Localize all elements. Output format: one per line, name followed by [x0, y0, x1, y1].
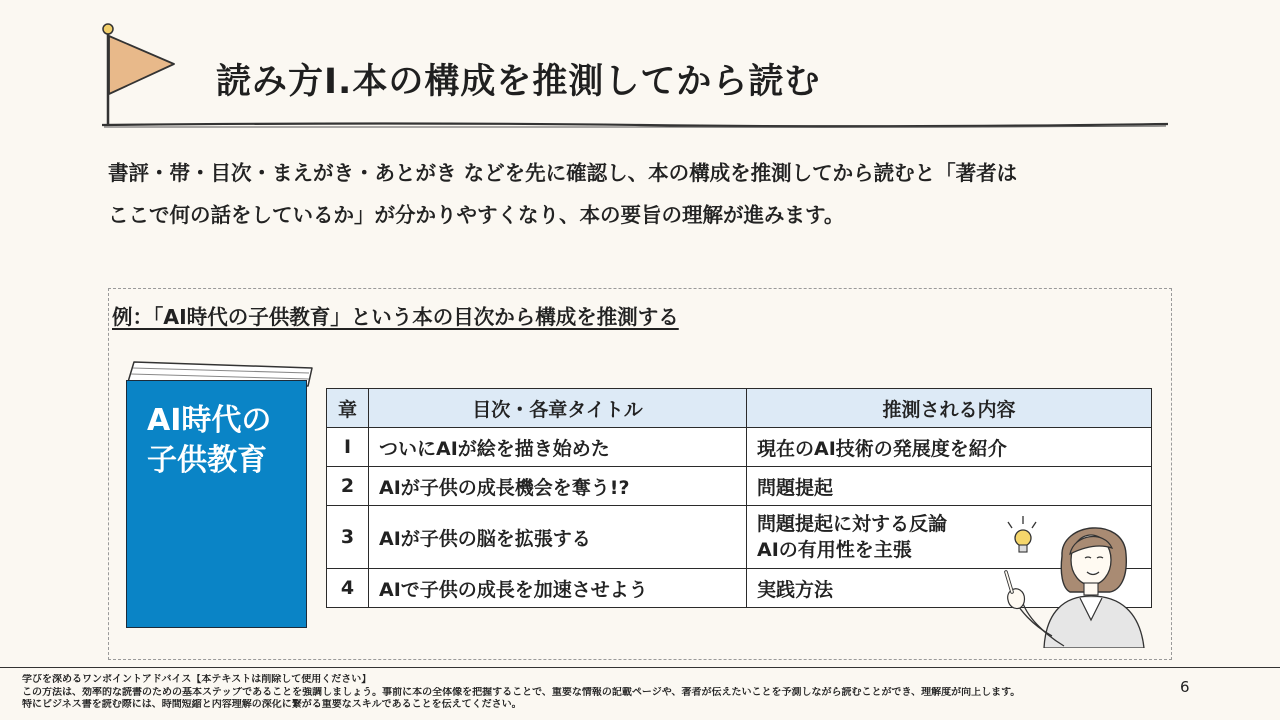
intro-line-2: ここで何の話をしているか」が分かりやすくなり、本の要旨の理解が進みます。	[108, 203, 845, 227]
chapter-title: ついにAIが絵を描き始めた	[369, 428, 747, 467]
book-cover	[126, 380, 307, 628]
chapter-number: 4	[327, 569, 369, 608]
footer-divider	[0, 667, 1280, 668]
table-header-row	[327, 389, 1152, 428]
header-title: 目次・各章タイトル	[369, 389, 747, 428]
speaker-notes	[22, 674, 1162, 712]
chapter-guess: 現在のAI技術の発展度を紹介	[747, 428, 1152, 467]
intro-line-1: 書評・帯・目次・まえがき・あとがき などを先に確認し、本の構成を推測してから読むと「著者は	[108, 161, 1018, 185]
example-heading: 例：「AI時代の子供教育」という本の目次から構成を推測する	[112, 305, 679, 329]
chapter-title: AIが子供の成長機会を奪う!?	[369, 467, 747, 506]
page-title: 読み方Ⅰ.本の構成を推測してから読む	[216, 62, 821, 102]
chapter-guess: 問題提起	[747, 467, 1152, 506]
chapter-title: AIで子供の成長を加速させよう	[369, 569, 747, 608]
book-illustration	[124, 360, 314, 632]
chapter-guess-line-2: AIの有用性を主張	[757, 539, 912, 561]
header-guess: 推測される内容	[747, 389, 1152, 428]
chapter-title: AIが子供の脳を拡張する	[369, 506, 747, 569]
page-number: 6	[1180, 678, 1190, 696]
table-row	[327, 467, 1152, 506]
intro-text	[108, 152, 1183, 236]
notes-line-2: この方法は、効率的な読書のための基本ステップであることを強調しましょう。事前に本の全体像を把握することで、重要な情報の記載ページや、著者が伝えたいことを予測しながら読むことができ、理解度が向上します。	[22, 686, 1021, 698]
book-title-line-2: 子供教育	[147, 443, 267, 478]
header-chapter: 章	[327, 389, 369, 428]
chapter-guess: 実践方法	[747, 569, 1152, 608]
flag-icon	[96, 20, 180, 132]
chapter-number: 3	[327, 506, 369, 569]
chapter-number: 2	[327, 467, 369, 506]
notes-line-3: 特にビジネス書を読む際には、時間短縮と内容理解の深化に繋がる重要なスキルであることを伝えてください。	[22, 699, 522, 710]
chapter-guess-line-1: 問題提起に対する反論	[757, 513, 948, 535]
chapter-number: Ⅰ	[327, 428, 369, 467]
book-title-line-1: AI時代の	[147, 403, 272, 438]
table-row	[327, 428, 1152, 467]
lightbulb-icon	[1008, 516, 1036, 552]
woman-pointing-illustration	[994, 508, 1154, 648]
notes-line-1: 学びを深めるワンポイントアドバイス【本テキストは削除して使用ください】	[22, 674, 372, 685]
title-underline	[100, 118, 1170, 132]
